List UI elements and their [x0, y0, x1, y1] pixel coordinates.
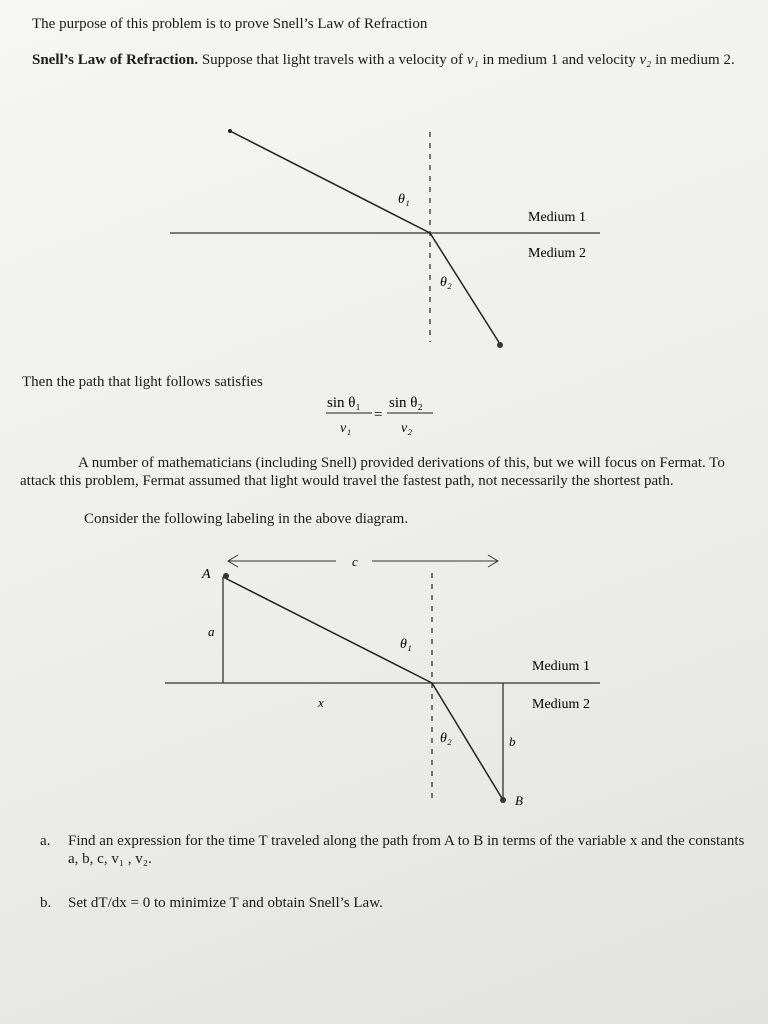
law-text-a: Suppose that light travels with a velocity of [198, 52, 467, 68]
then-text: Then the path that light follows satisfies [22, 374, 263, 390]
point-B [500, 797, 506, 803]
law-heading: Snell’s Law of Refraction. [32, 52, 199, 68]
label-b: b [509, 734, 516, 749]
theta2-label-2: θ₂ [440, 731, 452, 746]
law-text-c: in medium 2. [651, 52, 735, 68]
law-v1: v₁ [466, 52, 479, 68]
question-a-letter: a. [40, 833, 51, 849]
medium1-label: Medium 1 [528, 210, 586, 225]
medium2-label: Medium 2 [528, 246, 586, 261]
theta1-label-2: θ₁ [400, 637, 412, 652]
eq-right-num: sin θ₂ [389, 395, 423, 411]
incident-ray-2 [223, 577, 432, 683]
medium2-label-2: Medium 2 [532, 697, 590, 712]
point-A [223, 573, 229, 579]
label-B: B [515, 793, 523, 808]
question-b-letter: b. [40, 895, 52, 911]
label-c: c [352, 554, 358, 569]
eq-left-den: v₁ [340, 421, 352, 436]
eq-equals: = [374, 407, 383, 423]
law-text-b: in medium 1 and velocity [478, 52, 640, 68]
label-x: x [318, 695, 324, 710]
medium1-label-2: Medium 1 [532, 659, 590, 674]
theta1-label: θ₁ [398, 192, 410, 207]
label-a: a [208, 624, 215, 639]
fermat-paragraph: A number of mathematicians (including Snell) provided derivations of this, but we will focus on Fermat. To attack this problem, Fermat assumed that light would travel the fastest path, not necessarily the shortest path. [20, 455, 725, 489]
eq-left-num: sin θ₁ [327, 395, 361, 411]
law-v2: v₂ [639, 52, 652, 68]
page-title: The purpose of this problem is to prove Snell’s Law of Refraction [32, 16, 428, 32]
question-b-text: Set dT/dx = 0 to minimize T and obtain Snell’s Law. [68, 895, 383, 911]
eq-right-den: v₂ [401, 421, 413, 436]
consider-text: Consider the following labeling in the above diagram. [84, 511, 409, 527]
question-a-text: Find an expression for the time T traveled along the path from A to B in terms of the variable x and the constants a, b, c, v₁ , v₂. [68, 833, 745, 867]
label-A: A [202, 567, 211, 582]
theta2-label: θ₂ [440, 275, 452, 290]
